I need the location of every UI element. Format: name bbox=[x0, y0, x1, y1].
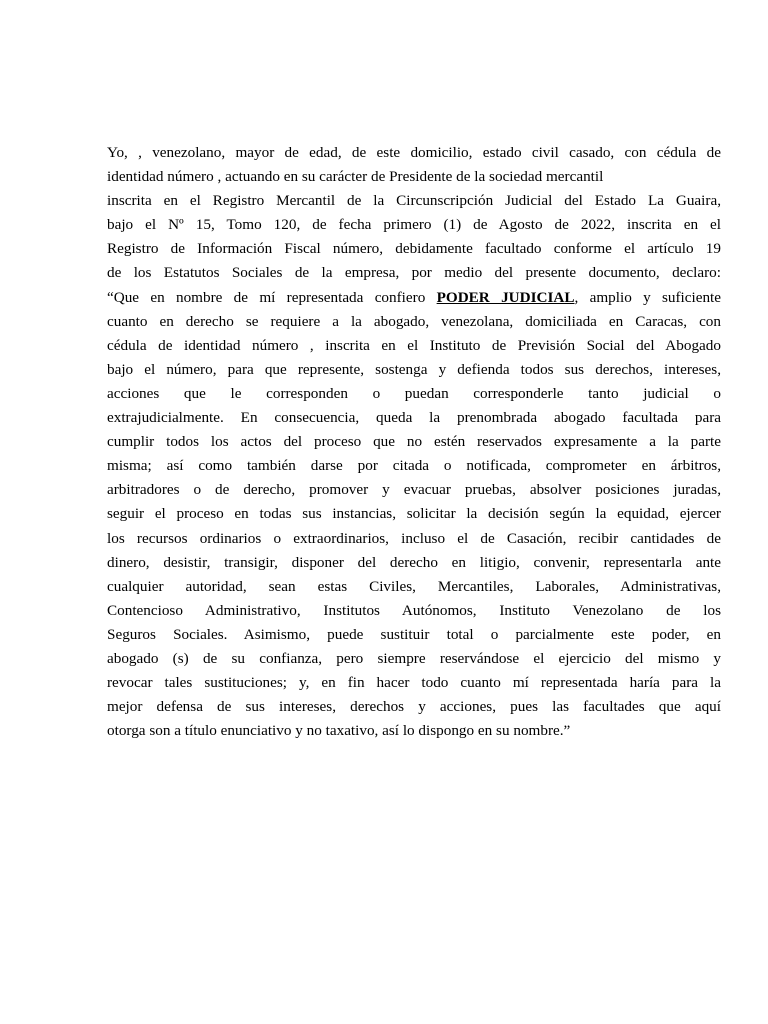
text-line: bajo el número, para que represente, sostenga y defienda todos sus derechos, intereses, bbox=[107, 360, 721, 378]
text-line: extrajudicialmente. En consecuencia, queda la prenombrada abogado facultada para bbox=[107, 409, 721, 427]
text-line: seguir el proceso en todas sus instancias, solicitar la decisión según la equidad, ejercer bbox=[107, 505, 721, 523]
text-line: misma; así como también darse por citada o notificada, comprometer en árbitros, bbox=[107, 457, 721, 475]
text-line: Contencioso Administrativo, Institutos Autónomos, Instituto Venezolano de los bbox=[107, 601, 721, 619]
text-line: Yo, , venezolano, mayor de edad, de este domicilio, estado civil casado, con cédula de bbox=[107, 144, 721, 161]
text-line: cualquier autoridad, sean estas Civiles, Mercantiles, Laborales, Administrativas, bbox=[107, 577, 721, 595]
text-line: de los Estatutos Sociales de la empresa, por medio del presente documento, declaro: bbox=[107, 264, 721, 282]
text-line: otorga son a título enunciativo y no taxativo, así lo dispongo en su nombre.” bbox=[107, 722, 571, 740]
power-of-attorney-text bbox=[107, 141, 721, 743]
text-line: dinero, desistir, transigir, disponer del derecho en litigio, convenir, representarla ante bbox=[107, 553, 721, 571]
text-line: cumplir todos los actos del proceso que no estén reservados expresamente a la parte bbox=[107, 433, 721, 451]
text-line: cuanto en derecho se requiere a la abogado, venezolana, domiciliada en Caracas, con bbox=[107, 312, 721, 330]
text-segment: “Que en nombre de mí representada confiero bbox=[107, 288, 437, 306]
text-line bbox=[107, 286, 721, 310]
poder-judicial-emphasis: PODER JUDICIAL bbox=[436, 288, 575, 306]
text-line: revocar tales sustituciones; y, en fin hacer todo cuanto mí representada haría para la bbox=[107, 674, 721, 692]
text-line: abogado (s) de su confianza, pero siempre reservándose el ejercicio del mismo y bbox=[107, 649, 721, 667]
text-line: los recursos ordinarios o extraordinarios, incluso el de Casación, recibir cantidades de bbox=[107, 529, 721, 547]
text-line: bajo el Nº 15, Tomo 120, de fecha primero (1) de Agosto de 2022, inscrita en el bbox=[107, 216, 721, 234]
text-line: Seguros Sociales. Asimismo, puede sustituir total o parcialmente este poder, en bbox=[107, 625, 721, 643]
text-segment: , amplio y suficiente bbox=[574, 288, 722, 306]
text-line: Registro de Información Fiscal número, debidamente facultado conforme el artículo 19 bbox=[107, 240, 721, 258]
text-line: cédula de identidad número , inscrita en el Instituto de Previsión Social del Abogado bbox=[107, 336, 721, 354]
text-line: arbitradores o de derecho, promover y evacuar pruebas, absolver posiciones juradas, bbox=[107, 481, 721, 499]
text-line: inscrita en el Registro Mercantil de la Circunscripción Judicial del Estado La Guaira, bbox=[107, 192, 721, 210]
text-line: acciones que le corresponden o puedan corresponderle tanto judicial o bbox=[107, 384, 721, 402]
text-line: identidad número , actuando en su carácter de Presidente de la sociedad mercantil bbox=[107, 168, 604, 186]
text-line: mejor defensa de sus intereses, derechos y acciones, pues las facultades que aquí bbox=[107, 698, 721, 716]
